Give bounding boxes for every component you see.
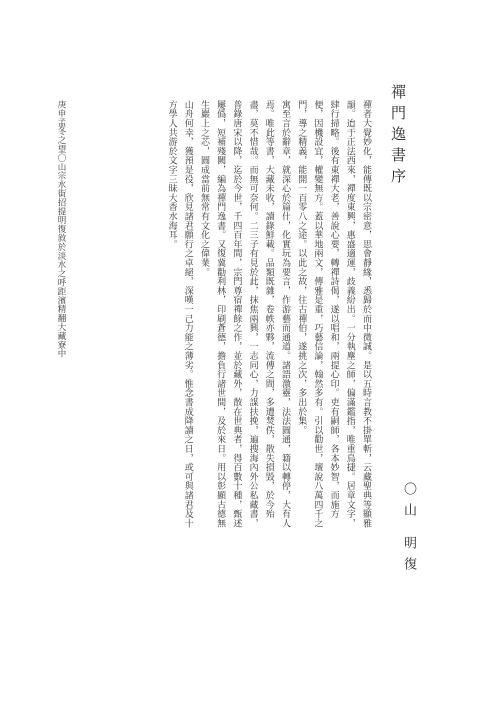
preface-body	[72, 100, 374, 532]
preface-title: 禪門逸書序	[389, 84, 407, 189]
preface-paragraph: 寓至言於辭章，就深心於篇什，化實玩為要言，作游藝而通道。諸語激靈，法法圓通，籍以轉停，大有人焉。唯此等書，大藏未收，讀錄鮮載。品類既雜，卷帙亦夥，流傳之間，多遭焚佚，散失損毀，於今殆盡，莫不惜哉。而無可奈何。二三子有見於此，抹焦兩興，一志同心，力謀扶挽，遍搜海內外公私藏書，普錄唐宋以降，迄於今世，千四百年間，宗門尊宿禪餘之作，並於藏外，散在世典者，得百數十種，甄述屢僞，短補殘闕，編為禪門逸書。又復冀勸利林，印刷蒼德，擔負行諸世間，及於來日。用以彰顯古德無生巖上之芯，圓成當前無常有文化之偉業。	[198, 100, 290, 528]
preface-paragraph: 禪者大覺妙化，能傳既以宗密意，思會靜緣，悉歸於而中微誠。是以五時言教不掛單斬，云藏聖典等顯雅韻。迨于正法西來，禪度東興，惠盛適運，歧義紛出。一分執塵之師，偏滿鑑指，唯重鳥捷。居章文字，肆行掃略。後有東禪大老，善說心要，轉禪詩偈，遂以唱和，兩提心印。吏有嗣師，各本妙智，而施方便，因機設宜，權變無方。蓋以華地兩文，傳雅是重，巧藝信論，翰然多有。引以勸世，壇說八萬四千之門，導之精義，能開一百零八之途。以此之故，往古禪伯，遂挑之次，多出於集。	[296, 100, 371, 528]
author-signature: 〇山 明復	[401, 482, 416, 579]
preface-paragraph: 山舟何幸，獲預是役，欣見諸君願行之卓絕，深嘆一己力能之薄劣。惟念書成降讀之日，或可與諸君及十方學人共游於文字三昧大香水海耳。	[166, 100, 193, 528]
dateline: 庚申孟冬之望〇山宗水街招提明復敘於淡水之呼距濱精翻大藏寮中	[56, 100, 66, 359]
